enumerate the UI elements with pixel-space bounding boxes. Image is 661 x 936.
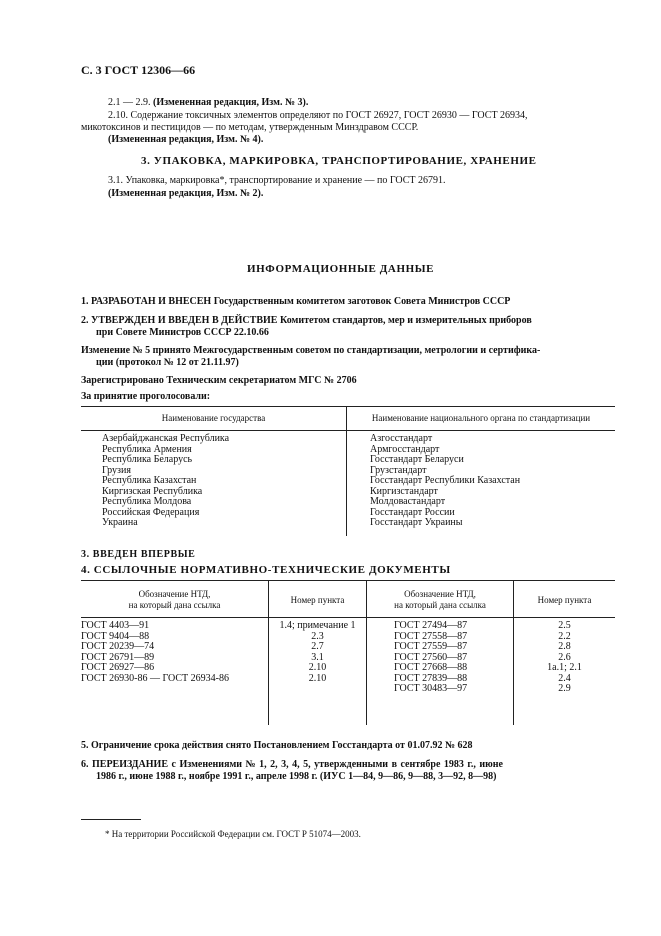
info-item-3: 3. ВВЕДЕН ВПЕРВЫЕ (81, 549, 196, 560)
ref-item-number: 2.7 (311, 641, 324, 652)
info-item-2-line2: при Совете Министров СССР 22.10.66 (96, 327, 269, 338)
state-name: Украина (102, 517, 138, 528)
paragraph-2-10-line2: микотоксинов и пестицидов — по методам, утвержденным Минздравом СССР. (81, 122, 419, 133)
states-list (102, 434, 229, 529)
ref-doc: ГОСТ 27558—87 (394, 630, 468, 642)
ref-item-number: 1.4; примечание 1 (279, 620, 356, 631)
change-note: (Измененная редакция, Изм. № 2). (108, 188, 264, 199)
state-name: Грузия (102, 464, 131, 476)
standards-body-name: Грузстандарт (370, 464, 427, 476)
states-col-header: Наименование государства (161, 413, 266, 423)
ref-doc: ГОСТ 27559—87 (394, 641, 468, 652)
ref-item-number: 2.5 (558, 620, 571, 631)
change-5-line1: Изменение № 5 принято Межгосударственным советом по стандартизации, метрологии и сертифика- (81, 345, 541, 356)
info-title: ИНФОРМАЦИОННЫЕ ДАННЫЕ (247, 263, 435, 275)
state-name: Киргизская Республика (102, 485, 203, 497)
section-3-title: 3. УПАКОВКА, МАРКИРОВКА, ТРАНСПОРТИРОВАНИЕ, ХРАНЕНИЕ (141, 155, 537, 167)
ref-doc: ГОСТ 26791—89 (81, 651, 155, 663)
paragraph-2-1-2-9 (108, 97, 308, 109)
change-note: (Измененная редакция, Изм. № 4). (108, 134, 264, 145)
ref-doc: ГОСТ 27839—88 (394, 672, 468, 684)
standards-body-name: Азгосстандарт (370, 433, 433, 444)
ref-doc: ГОСТ 27668—88 (394, 662, 468, 673)
ref-doc: ГОСТ 4403—91 (81, 620, 150, 631)
paragraph-2-10-line1: 2.10. Содержание токсичных элементов определяют по ГОСТ 26927, ГОСТ 26930 — ГОСТ 26934, (108, 110, 528, 121)
info-item-1: 1. РАЗРАБОТАН И ВНЕСЕН Государственным комитетом заготовок Совета Министров СССР (81, 296, 511, 307)
ref-item-number: 2.2 (558, 630, 571, 642)
standards-body-name: Госстандарт Беларуси (370, 454, 464, 465)
registration-note: Зарегистрировано Техническим секретариатом МГС № 2706 (81, 375, 357, 386)
ref-item-header-right: Номер пункта (537, 595, 592, 605)
standards-body-name: Госстандарт России (370, 506, 455, 518)
ref-item-number: 3.1 (311, 651, 324, 663)
ref-doc: ГОСТ 26930-86 — ГОСТ 26934-86 (81, 672, 229, 684)
footnote: * На территории Российской Федерации см. ГОСТ Р 51074—2003. (105, 829, 361, 839)
ref-doc: ГОСТ 27494—87 (394, 620, 468, 631)
ref-doc: ГОСТ 30483—97 (394, 683, 468, 694)
ref-doc-header-right: Обозначение НТД, на который дана ссылка (394, 589, 486, 610)
ref-item-number: 2.9 (558, 683, 571, 694)
ref-item-number: 2.4 (558, 672, 571, 684)
ref-doc: ГОСТ 9404—88 (81, 630, 150, 642)
state-name: Российская Федерация (102, 506, 200, 518)
ref-left-docs (81, 621, 229, 684)
ref-item-number: 2.10 (308, 672, 327, 684)
standards-body-name: Молдовастандарт (370, 496, 446, 507)
ref-doc: ГОСТ 26927—86 (81, 662, 155, 673)
paragraph-number: 2.1 — 2.9. (108, 97, 151, 108)
change-5-line2: ции (протокол № 12 от 21.11.97) (96, 357, 239, 368)
ref-item-number: 2.10 (308, 662, 327, 673)
page-header: С. 3 ГОСТ 12306—66 (81, 63, 196, 77)
info-item-4: 4. ССЫЛОЧНЫЕ НОРМАТИВНО-ТЕХНИЧЕСКИЕ ДОКУМЕНТЫ (81, 564, 451, 576)
ref-doc-header-left: Обозначение НТД, на который дана ссылка (128, 589, 221, 610)
info-item-5: 5. Ограничение срока действия снято Постановлением Госстандарта от 01.07.92 № 628 (81, 740, 473, 751)
ref-left-items (269, 621, 366, 684)
paragraph-3-1: 3.1. Упаковка, маркировка*, транспортирование и хранение — по ГОСТ 26791. (108, 175, 446, 186)
state-name: Азербайджанская Республика (102, 433, 230, 444)
standards-body-name: Госстандарт Украины (370, 517, 463, 528)
voted-label: За принятие проголосовали: (81, 391, 211, 402)
change-note: (Измененная редакция, Изм. № 3). (153, 97, 309, 108)
state-name: Республика Казахстан (102, 475, 197, 486)
bodies-list (370, 434, 520, 529)
ref-doc: ГОСТ 20239—74 (81, 641, 155, 652)
ref-item-number: 2.3 (311, 630, 324, 642)
ref-doc: ГОСТ 27560—87 (394, 651, 468, 663)
state-name: Республика Молдова (102, 496, 192, 507)
bodies-col-header: Наименование национального органа по стандартизации (371, 413, 591, 423)
ref-right-docs (394, 621, 467, 695)
standards-body-name: Киргизстандарт (370, 485, 438, 497)
standards-body-name: Армгосстандарт (370, 443, 440, 455)
info-item-6-line2: 1986 г., июне 1988 г., ноябре 1991 г., апреле 1998 г. (ИУС 1—84, 9—86, 9—88, 3—92, 8—98) (96, 771, 497, 782)
ref-item-number: 2.8 (558, 641, 571, 652)
state-name: Республика Беларусь (102, 454, 193, 465)
ref-right-items (514, 621, 615, 695)
standards-body-name: Госстандарт Республики Казахстан (370, 475, 521, 486)
ref-item-number: 2.6 (558, 651, 571, 663)
ref-item-number: 1а.1; 2.1 (547, 662, 582, 673)
info-item-2-line1: 2. УТВЕРЖДЕН И ВВЕДЕН В ДЕЙСТВИЕ Комитетом стандартов, мер и измерительных приборов (81, 315, 532, 326)
info-item-6-line1: 6. ПЕРЕИЗДАНИЕ с Изменениями № 1, 2, 3, 4, 5, утвержденными в сентябре 1983 г., июне (81, 759, 503, 770)
state-name: Республика Армения (102, 443, 192, 455)
ref-item-header-left: Номер пункта (290, 595, 345, 605)
